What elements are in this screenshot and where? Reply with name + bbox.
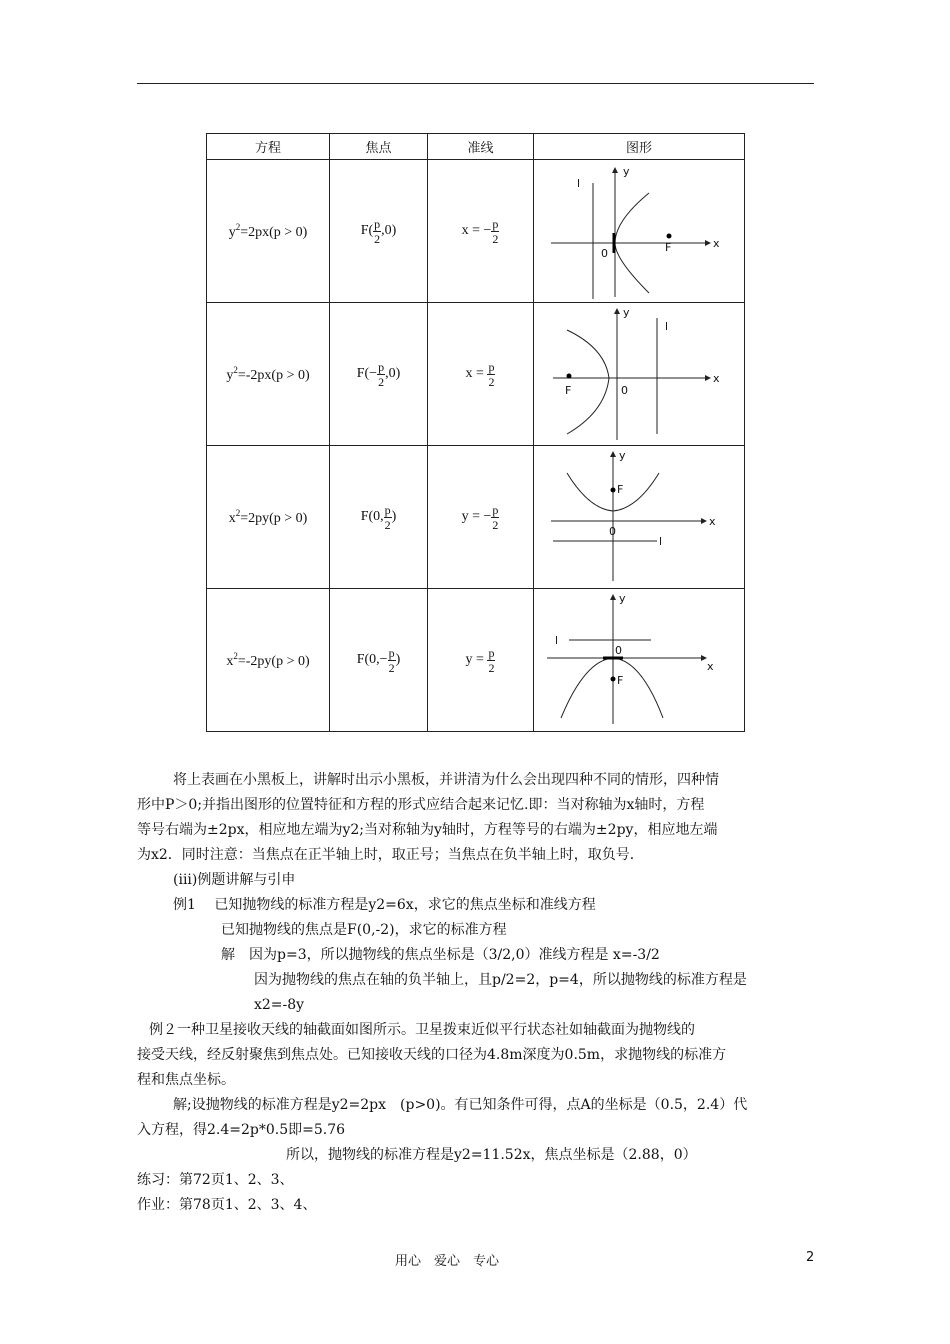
table-row xyxy=(207,446,745,589)
directrix-cell: y = − $\frac{p}{2}$ xyxy=(428,446,534,589)
y-axis-label: y xyxy=(619,592,626,605)
solution1-line: 解 因为p=3，所以抛物线的焦点坐标是（3/2,0）准线方程是 x=-3/2 xyxy=(221,947,660,963)
solution2-line: 所以，抛物线的标准方程是y2=11.52x，焦点坐标是（2.88，0） xyxy=(286,1147,697,1163)
example2-line: 接受天线，经反射聚焦到焦点处。已知接收天线的口径为4.8m深度为0.5m，求抛物线的标准方 xyxy=(137,1047,727,1063)
figure-cell xyxy=(534,160,745,303)
focus-dot xyxy=(667,234,672,239)
figure-cell xyxy=(534,589,745,732)
directrix-label: l xyxy=(665,320,669,333)
directrix-cell: x = − $\frac{p}{2}$ xyxy=(428,160,534,303)
origin-label: 0 xyxy=(621,384,628,397)
practice-line: 练习：第72页1、2、3、 xyxy=(137,1172,294,1188)
example2-line: 例２一种卫星接收天线的轴截面如图所示。卫星拨束近似平行状态社如轴截面为抛物线的 xyxy=(149,1022,695,1038)
x-axis-arrow xyxy=(701,518,707,524)
directrix-cell: y = $\frac{p}{2}$ xyxy=(428,589,534,732)
parabola-curve xyxy=(561,658,663,718)
footer-motto: 用心 爱心 专心 xyxy=(395,1254,500,1269)
origin-label: 0 xyxy=(601,247,608,260)
example1-line: 例1 已知抛物线的标准方程是y2=6x，求它的焦点坐标和准线方程 xyxy=(173,897,596,913)
focus-cell: F(− $\frac{p}{2}$ ,0) xyxy=(330,303,428,446)
focus-cell: F(0,− $\frac{p}{2}$ ) xyxy=(330,589,428,732)
solution2-line: 解;设抛物线的标准方程是y2=2px (p>0)。有已知条件可得，点A的坐标是（0.5，2.4）代 xyxy=(173,1097,748,1113)
parabola-curve xyxy=(567,330,609,434)
body-text xyxy=(137,768,817,1218)
y-axis-arrow xyxy=(614,308,620,314)
page-number: 2 xyxy=(806,1250,815,1265)
y-axis-arrow xyxy=(610,594,616,600)
directrix-label: l xyxy=(659,535,663,548)
y-axis-label: y xyxy=(623,306,630,319)
paragraph-line: 为x2．同时注意：当焦点在正半轴上时，取正号；当焦点在负半轴上时，取负号． xyxy=(137,847,644,863)
equation-cell: $x^2=-2py(p > 0)$ xyxy=(207,589,330,732)
focus-dot xyxy=(611,677,616,682)
x-axis-label: x xyxy=(713,237,720,250)
x-axis-arrow xyxy=(705,240,711,246)
table-row xyxy=(207,589,745,732)
equation-cell: $y^2=-2px(p > 0)$ xyxy=(207,303,330,446)
x-axis-label: x xyxy=(707,660,714,673)
directrix-label: l xyxy=(555,634,559,647)
focus-cell: F(0, $\frac{p}{2}$ ) xyxy=(330,446,428,589)
focus-label: F xyxy=(617,674,624,687)
parabola-graph-down xyxy=(539,590,739,730)
origin-label: 0 xyxy=(609,525,616,538)
parabola-graph-right xyxy=(539,161,739,301)
x-axis-label: x xyxy=(713,372,720,385)
header-focus: 焦点 xyxy=(330,134,428,160)
figure-cell xyxy=(534,446,745,589)
section-heading: (iii)例题讲解与引申 xyxy=(173,872,296,888)
focus-cell: F( $\frac{p}{2}$ ,0) xyxy=(330,160,428,303)
table-header-row xyxy=(207,134,745,160)
focus-label: F xyxy=(665,241,672,254)
solution1-line: 因为抛物线的焦点在轴的负半轴上，且p/2=2，p=4，所以抛物线的标准方程是 xyxy=(254,972,747,988)
solution2-line: 入方程，得2.4=2p*0.5即=5.76 xyxy=(137,1122,346,1138)
header-rule xyxy=(137,83,814,84)
example2-line: 程和焦点坐标。 xyxy=(137,1072,235,1088)
table-row xyxy=(207,303,745,446)
parabola-graph-up xyxy=(539,447,739,587)
focus-label: F xyxy=(565,384,572,397)
y-axis-label: y xyxy=(623,165,630,178)
origin-label: 0 xyxy=(615,644,622,657)
focus-dot xyxy=(611,488,616,493)
x-axis-label: x xyxy=(709,515,716,528)
equation-cell: $x^2=2py(p > 0)$ xyxy=(207,446,330,589)
header-figure: 图形 xyxy=(534,134,745,160)
paragraph-line: 将上表画在小黑板上，讲解时出示小黑板，并讲清为什么会出现四种不同的情形，四种情 xyxy=(173,772,719,788)
paragraph-line: 形中P＞0;并指出图形的位置特征和方程的形式应结合起来记忆.即：当对称轴为x轴时，方程 xyxy=(137,797,705,813)
example1-line: 已知抛物线的焦点是F(0,-2)，求它的标准方程 xyxy=(221,922,507,938)
directrix-label: l xyxy=(577,177,581,190)
directrix-cell: x = $\frac{p}{2}$ xyxy=(428,303,534,446)
x-axis-arrow xyxy=(705,375,711,381)
focus-dot xyxy=(567,374,572,379)
parabola-graph-left xyxy=(539,304,739,444)
figure-cell xyxy=(534,303,745,446)
header-directrix: 准线 xyxy=(428,134,534,160)
parabola-table xyxy=(206,133,745,732)
solution1-line: x2=-8y xyxy=(254,997,305,1013)
equation-cell: $y^2=2px(p > 0)$ xyxy=(207,160,330,303)
header-equation: 方程 xyxy=(207,134,330,160)
homework-line: 作业：第78页1、2、3、4、 xyxy=(137,1197,317,1213)
y-axis-arrow xyxy=(612,167,618,173)
focus-label: F xyxy=(617,483,624,496)
y-axis-arrow xyxy=(610,451,616,457)
table-row xyxy=(207,160,745,303)
paragraph-line: 等号右端为±2px，相应地左端为y2;当对称轴为y轴时，方程等号的右端为±2py，相应地左端 xyxy=(137,822,718,838)
y-axis-label: y xyxy=(619,449,626,462)
